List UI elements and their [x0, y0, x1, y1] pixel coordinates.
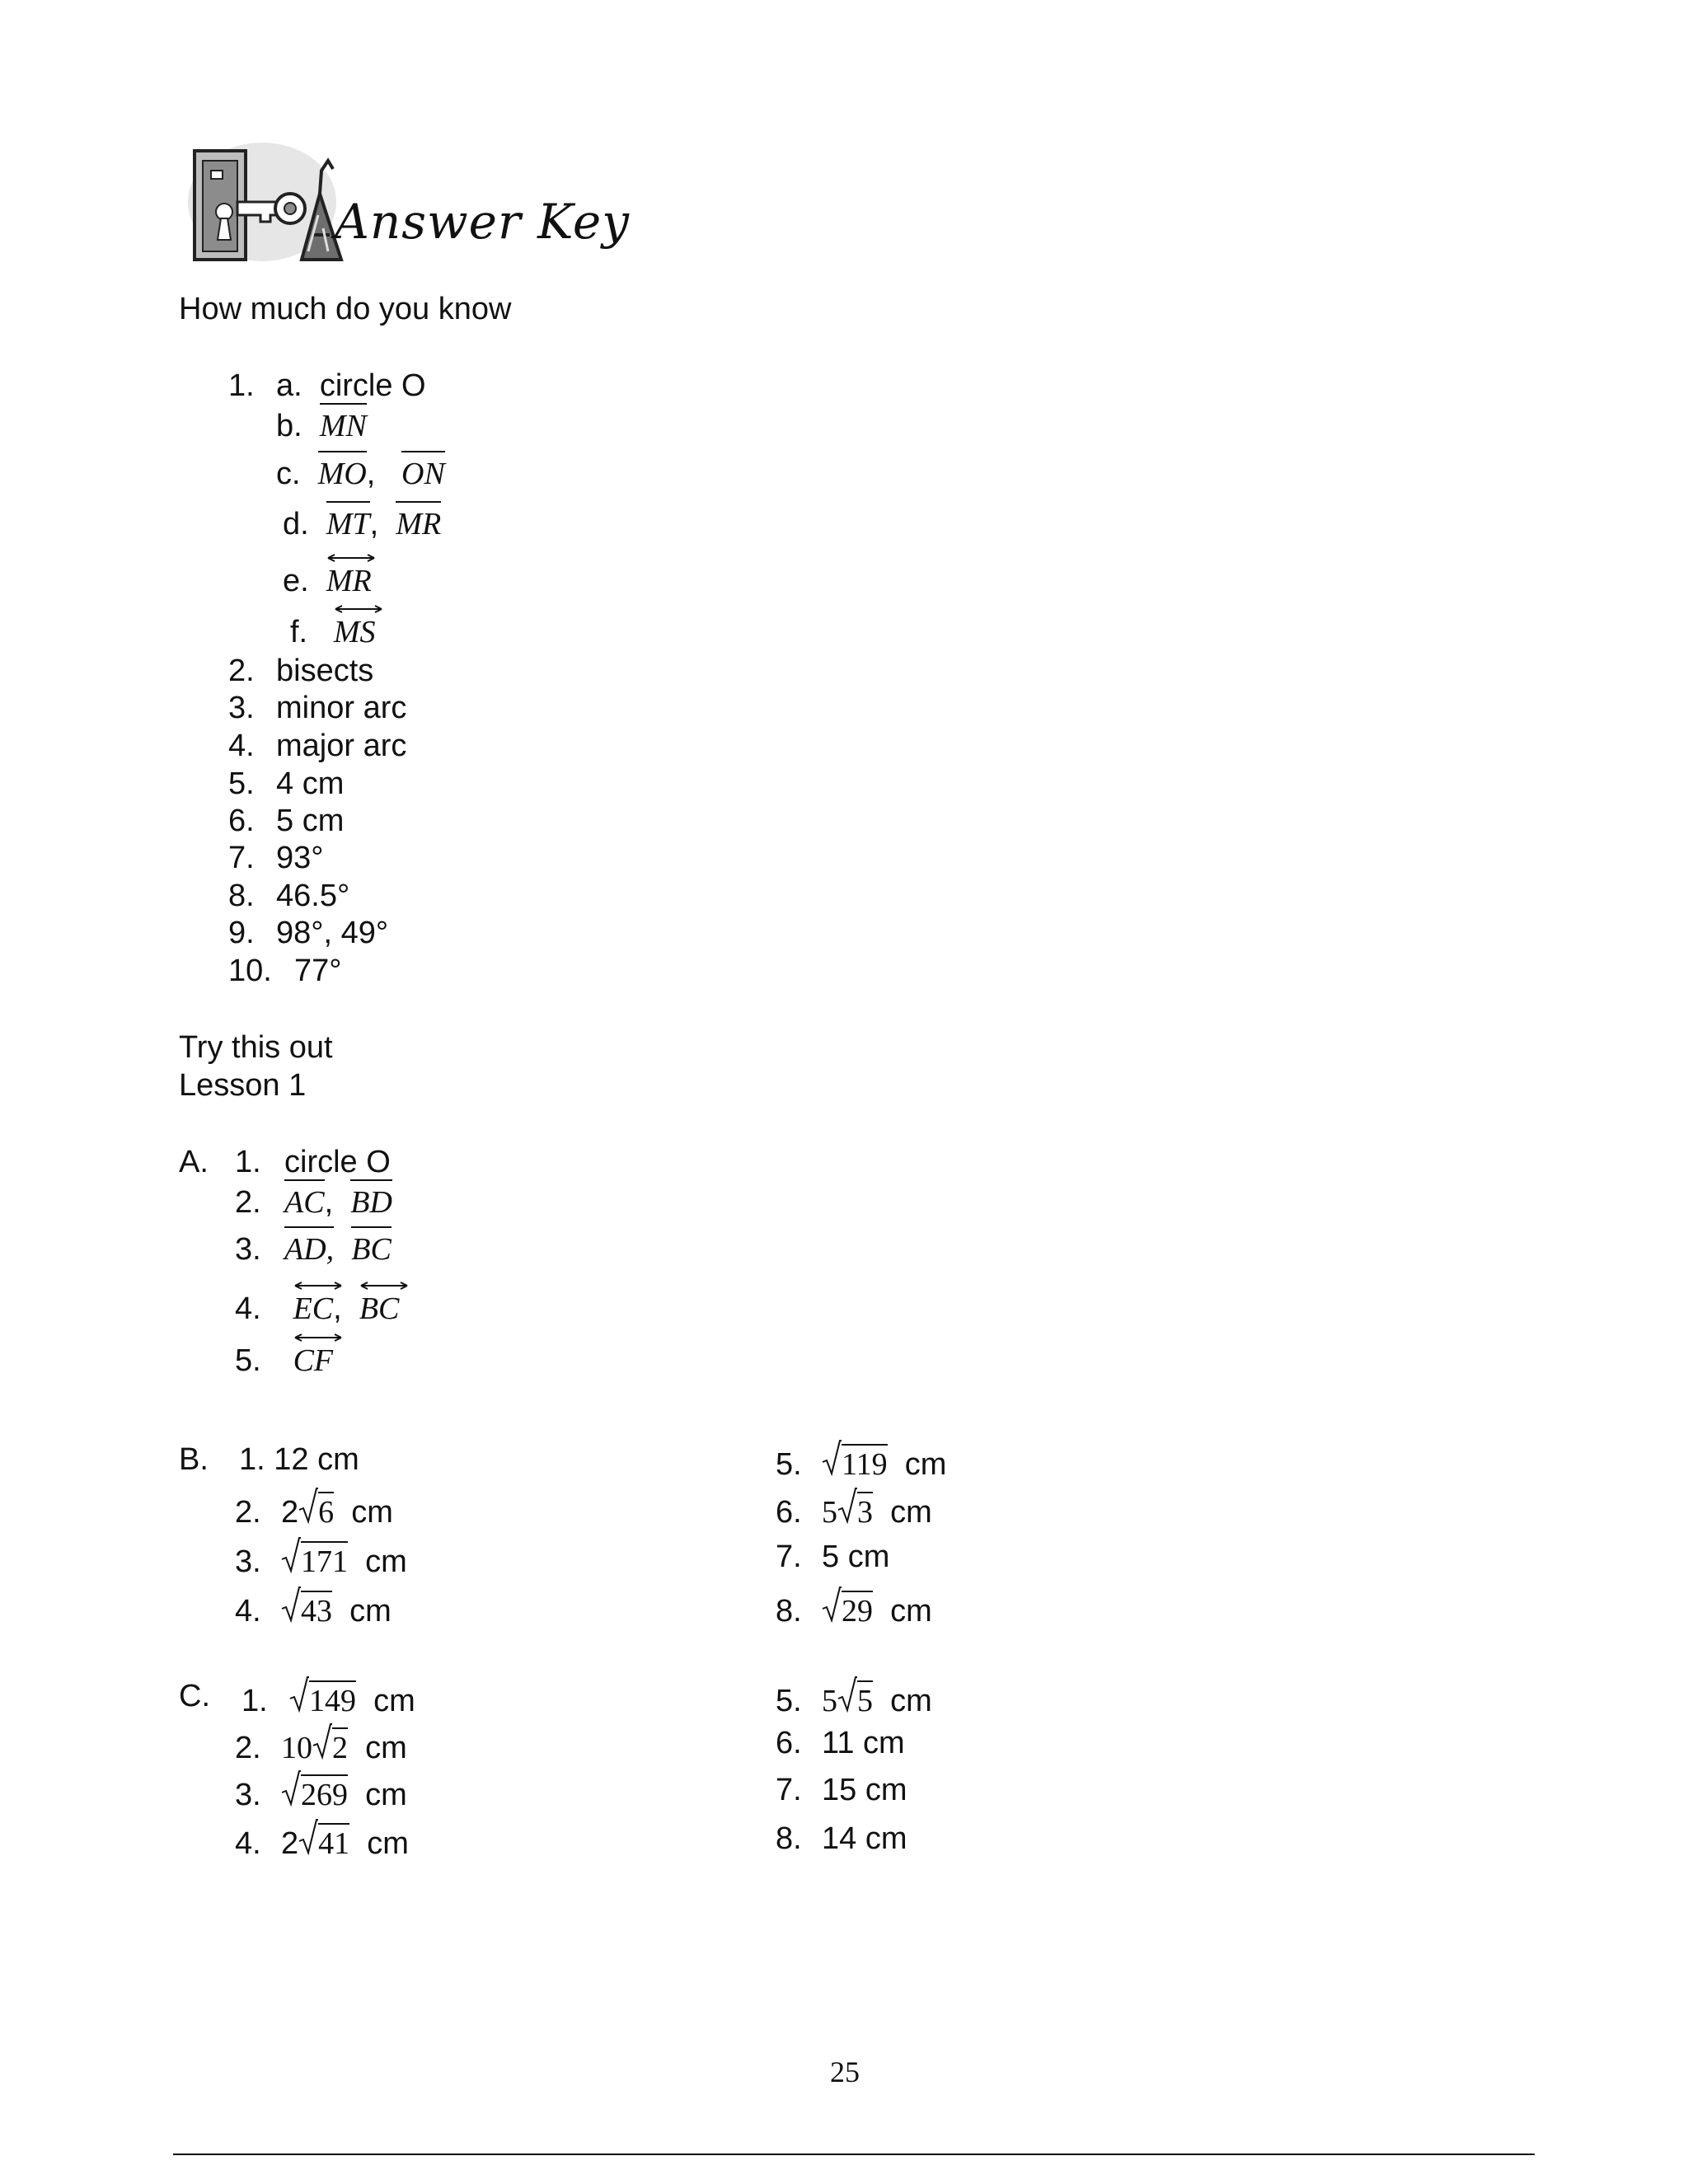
radical-sign-icon [837, 1487, 857, 1525]
q1f [290, 603, 375, 648]
double-arrow-icon [334, 605, 383, 613]
list-item: 4. major arc [228, 729, 407, 763]
separator: , [366, 457, 376, 491]
part-a-item-5: 5. CF [235, 1332, 333, 1376]
radical-sign-icon [312, 1722, 332, 1760]
q1c [276, 458, 445, 490]
radical: 269 [281, 1774, 348, 1811]
part-a-label: A. [179, 1145, 209, 1179]
line-cf: CF [293, 1332, 334, 1376]
list-item: 2. bisects [228, 654, 374, 688]
radical-sign-icon [281, 1536, 301, 1574]
double-arrow-icon [359, 1282, 409, 1290]
list-item: 8. 46.5° [228, 879, 350, 913]
part-c-item-4: 4. 2 41 cm [235, 1823, 409, 1859]
part-c-label: C. [179, 1679, 210, 1713]
q1e-label: e. [283, 564, 309, 598]
part-b-item-2: 2. 2 6 cm [235, 1492, 393, 1528]
radical: 2 [312, 1727, 348, 1764]
radical-sign-icon [822, 1439, 842, 1477]
list-item: 3. minor arc [228, 691, 407, 725]
radical: 43 [281, 1591, 332, 1627]
part-a-item-4: 4. EC, BC [235, 1280, 399, 1324]
q1-number: 1. [228, 368, 255, 403]
part-b-item-4: 4. 43 cm [235, 1591, 392, 1627]
lesson-label: Lesson 1 [179, 1068, 307, 1103]
double-arrow-icon [293, 1282, 343, 1290]
radical-sign-icon [837, 1675, 857, 1713]
part-c-item-5: 5. 5 5 cm [776, 1680, 932, 1717]
separator: , [369, 507, 379, 541]
segment-mr: MR [396, 501, 441, 541]
part-b-item-8: 8. 29 cm [776, 1591, 932, 1627]
segment-mo: MO [318, 451, 367, 491]
part-a-item-2: 2. AC, BD [235, 1187, 392, 1218]
segment-bc: BC [351, 1226, 392, 1267]
line-mr: MR [326, 552, 372, 597]
radical: 41 [298, 1823, 349, 1859]
section-heading-how-much: How much do you know [179, 292, 512, 326]
segment-mt: MT [326, 501, 370, 541]
double-arrow-icon [293, 1333, 343, 1342]
segment-ad: AD, [284, 1226, 334, 1267]
list-item: 7. 93° [228, 841, 324, 875]
section-heading-try-this: Try this out [179, 1030, 333, 1065]
q1d-label: d. [283, 507, 309, 541]
part-c-item-2: 2. 10 2 cm [235, 1727, 407, 1764]
part-c-item-6: 6. 11 cm [776, 1726, 905, 1760]
answer-key-logo [188, 136, 633, 268]
segment-mn: MN [320, 403, 367, 443]
radical-sign-icon [298, 1487, 318, 1525]
part-a-item-1: 1. circle O [235, 1145, 391, 1179]
key-door-icon [188, 136, 353, 268]
q1a-label: a. [276, 368, 302, 403]
q1c-label: c. [276, 457, 301, 491]
segment-on: ON [401, 451, 445, 491]
part-c-item-7: 7. 15 cm [776, 1773, 907, 1807]
radical: 3 [837, 1492, 873, 1528]
q1a-text: circle O [319, 368, 426, 403]
part-b-item-6: 6. 5 3 cm [776, 1492, 932, 1528]
q1a [276, 370, 426, 401]
part-c-item-8: 8. 14 cm [776, 1821, 907, 1856]
page-number: 25 [830, 2055, 860, 2088]
footer-rule [173, 2154, 1535, 2155]
q1b [276, 410, 367, 442]
line-bc: BC [359, 1280, 400, 1324]
radical-sign-icon [822, 1586, 842, 1624]
radical: 6 [298, 1492, 334, 1528]
part-b-label: B. [179, 1442, 209, 1477]
part-c-item-1: 1. 149 cm [241, 1680, 415, 1717]
q1e [283, 552, 372, 597]
list-item: 10. 77° [228, 954, 342, 988]
radical-sign-icon [289, 1675, 309, 1713]
line-ms: MS [334, 603, 376, 648]
radical-sign-icon [281, 1769, 301, 1807]
part-b-item-3: 3. 171 cm [235, 1541, 407, 1577]
segment-bd: BD [350, 1179, 392, 1220]
radical-sign-icon [298, 1818, 318, 1856]
radical: 5 [837, 1680, 873, 1717]
radical-sign-icon [281, 1586, 301, 1624]
part-a-item-3: 3. AD, BC [235, 1234, 392, 1265]
part-b-item-7: 7. 5 cm [776, 1540, 890, 1574]
radical: 171 [281, 1541, 348, 1577]
double-arrow-icon [326, 554, 376, 562]
segment-ac: AC [284, 1179, 325, 1220]
page-title: Answer Key [335, 194, 630, 250]
part-b-item-5: 5. 119 cm [776, 1444, 946, 1480]
q1b-label: b. [276, 409, 302, 443]
list-item: 5. 4 cm [228, 766, 345, 801]
q1d [283, 509, 441, 540]
part-b-item-1: 1. 12 cm [239, 1442, 359, 1477]
list-item: 6. 5 cm [228, 804, 345, 838]
list-item: 9. 98°, 49° [228, 916, 389, 950]
part-c-item-3: 3. 269 cm [235, 1774, 407, 1811]
radical: 149 [289, 1680, 356, 1717]
radical: 119 [822, 1444, 888, 1480]
radical: 29 [822, 1591, 873, 1627]
q1f-label: f. [290, 615, 308, 649]
line-ec: EC [293, 1280, 334, 1324]
